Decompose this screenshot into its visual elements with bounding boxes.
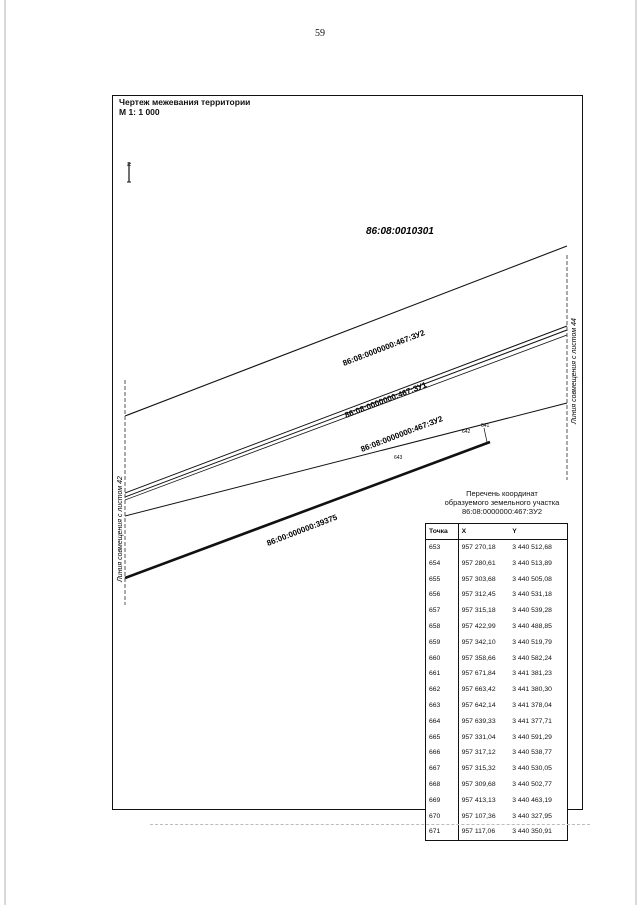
table-row — [426, 635, 568, 651]
table-row — [426, 698, 568, 714]
join-label-left: Линия совмещения с листом 42 — [117, 476, 124, 582]
drawing-scale: М 1: 1 000 — [119, 107, 160, 117]
table-row — [426, 666, 568, 682]
cell-y: 3 440 591,29 — [512, 733, 552, 741]
table-row — [426, 540, 568, 556]
parcel-label-lower: 86:08:0000000:467:ЗУ2 — [359, 414, 445, 454]
table-row — [426, 824, 568, 840]
table-row — [426, 603, 568, 619]
table-row — [426, 556, 568, 572]
table-row — [426, 587, 568, 603]
cell-x: 957 107,36 — [461, 812, 496, 820]
coordinates-body — [426, 540, 568, 841]
cell-point: 671 — [426, 824, 459, 840]
header-x: X — [461, 528, 467, 535]
cell-x: 957 315,18 — [461, 607, 496, 615]
cell-x: 957 642,14 — [461, 701, 496, 709]
table-row — [426, 572, 568, 588]
cell-x: 957 413,13 — [461, 796, 496, 804]
scan-artifact-line — [150, 824, 590, 826]
header-y: Y — [512, 528, 517, 535]
cell-y: 3 440 512,68 — [512, 544, 552, 551]
table-row — [426, 714, 568, 730]
page-number: 59 — [315, 28, 325, 39]
cell-x: 957 309,68 — [461, 780, 496, 788]
cell-y: 3 440 530,05 — [512, 765, 552, 773]
cell-y: 3 440 538,77 — [512, 749, 552, 757]
cell-x: 957 663,42 — [461, 686, 496, 694]
point-label-642: 642 — [462, 429, 471, 435]
cell-x: 957 422,99 — [461, 622, 496, 630]
cell-x: 957 671,84 — [461, 670, 496, 678]
cell-y: 3 440 582,24 — [512, 654, 552, 662]
cell-x: 957 639,33 — [461, 717, 496, 725]
cell-point: 660 — [426, 651, 459, 667]
cell-point: 654 — [426, 556, 459, 572]
parcel-label-middle: 86:08:0000000:467:ЗУ1 — [343, 380, 429, 420]
table-row — [426, 761, 568, 777]
coordinates-caption-line: образуемого земельного участка — [444, 498, 560, 507]
block-label: 86:08:0010301 — [366, 226, 434, 237]
cell-point: 668 — [426, 777, 459, 793]
cell-y: 3 440 350,91 — [512, 828, 552, 836]
cell-point: 653 — [426, 540, 459, 556]
header-point: Точка — [426, 524, 459, 540]
cell-y: 3 440 327,95 — [512, 812, 552, 820]
north-label: N — [127, 162, 133, 166]
cell-y: 3 440 513,89 — [512, 559, 552, 567]
cell-y: 3 440 463,19 — [512, 796, 552, 804]
cell-point: 664 — [426, 714, 459, 730]
cell-point: 658 — [426, 619, 459, 635]
coordinates-caption-line: Перечень координат — [466, 489, 538, 498]
point-label-643: 643 — [394, 455, 403, 461]
cell-y: 3 441 381,23 — [512, 670, 552, 678]
cell-x: 957 270,18 — [461, 544, 496, 551]
parcel-label-upper: 86:08:0000000:467:ЗУ2 — [341, 328, 427, 368]
cell-x: 957 358,66 — [461, 654, 496, 662]
table-row — [426, 682, 568, 698]
cell-point: 661 — [426, 666, 459, 682]
table-row — [426, 793, 568, 809]
table-row — [426, 809, 568, 825]
parcel-label-existing: 86:00:000000:39375 — [265, 512, 339, 548]
coordinates-table — [425, 523, 568, 841]
coordinates-caption-line: 86:08:0000000:467:ЗУ2 — [461, 507, 543, 516]
cell-point: 667 — [426, 761, 459, 777]
cell-y: 3 441 380,30 — [512, 686, 552, 694]
north-arrow-icon — [127, 162, 133, 182]
point-641-leader — [484, 428, 487, 442]
table-row — [426, 745, 568, 761]
cell-point: 666 — [426, 745, 459, 761]
cell-y: 3 440 488,85 — [512, 622, 552, 630]
cell-point: 663 — [426, 698, 459, 714]
cell-y: 3 440 539,28 — [512, 607, 552, 615]
cell-y: 3 441 378,04 — [512, 701, 552, 709]
cell-x: 957 280,61 — [461, 559, 496, 567]
drawing-title: Чертеж межевания территории — [119, 97, 251, 107]
table-row — [426, 651, 568, 667]
cell-x: 957 317,12 — [461, 749, 496, 757]
cell-x: 957 312,45 — [461, 591, 496, 599]
cell-point: 659 — [426, 635, 459, 651]
cell-x: 957 117,06 — [461, 828, 496, 836]
cell-point: 662 — [426, 682, 459, 698]
cell-point: 670 — [426, 809, 459, 825]
cell-y: 3 440 502,77 — [512, 780, 552, 788]
cell-x: 957 342,10 — [461, 638, 496, 646]
cell-x: 957 315,32 — [461, 765, 496, 773]
boundary-line-top — [125, 246, 567, 416]
cell-x: 957 303,68 — [461, 575, 496, 583]
coordinates-header-row — [426, 524, 568, 540]
cell-x: 957 331,04 — [461, 733, 496, 741]
coordinates-caption — [423, 489, 581, 516]
table-row — [426, 619, 568, 635]
cell-point: 657 — [426, 603, 459, 619]
table-row — [426, 730, 568, 746]
table-row — [426, 777, 568, 793]
cell-y: 3 441 377,71 — [512, 717, 552, 725]
cell-y: 3 440 519,79 — [512, 638, 552, 646]
cell-point: 655 — [426, 572, 459, 588]
cell-point: 656 — [426, 587, 459, 603]
cell-point: 665 — [426, 730, 459, 746]
cell-y: 3 440 505,08 — [512, 575, 552, 583]
cell-point: 669 — [426, 793, 459, 809]
point-label-641: 641 — [481, 423, 490, 429]
join-label-right: Линия совмещения с листом 44 — [571, 318, 578, 424]
cell-y: 3 440 531,18 — [512, 591, 552, 599]
